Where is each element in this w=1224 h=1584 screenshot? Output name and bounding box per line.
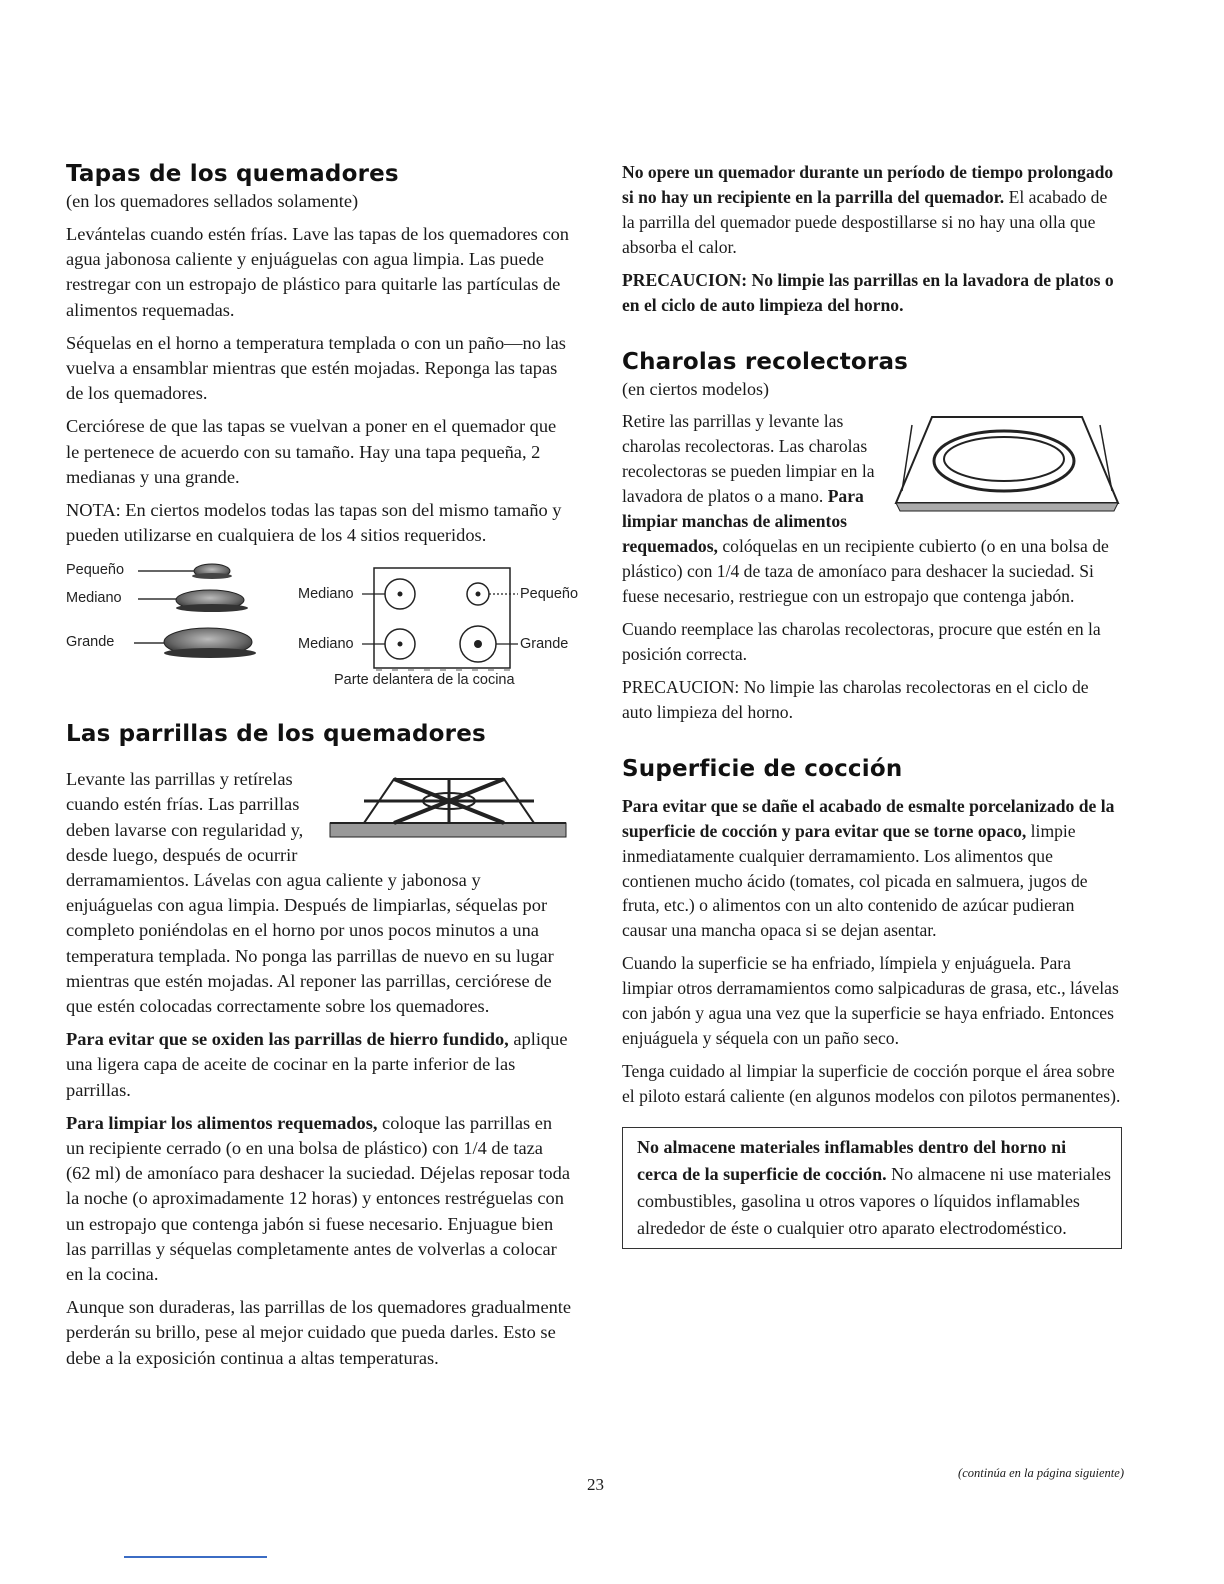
figure-caption: Parte delantera de la cocina [334, 672, 515, 689]
paragraph-text: colóquelas en un recipiente cubierto (o en una bolsa de plástico) con 1/4 de taza de amoníaco para deshacer la suciedad. Si fuese necesario, restriegue con un estropajo que contenga jabón. [622, 536, 1109, 606]
continued-note: (continúa en la página siguiente) [958, 1466, 1124, 1480]
paragraph: Cuando la superficie se ha enfriado, límpiela y enjuáguela. Para limpiar otros derramamientos como salpicaduras de grasa, etc., lávelas con jabón y agua una vez que la superficie se haya enfriado. Entonces enjuáguela y séquela con un paño seco. [622, 953, 1119, 1049]
warning-bold: No almacene materiales inflamables dentro del horno ni cerca de la superficie de cocción. [637, 1137, 1067, 1185]
warning-text [637, 1134, 1111, 1242]
paragraph: Levante las parrillas y retírelas cuando estén frías. Las parrillas deben lavarse con regularidad y, desde luego, después de ocurrir derramamientos. Lávelas con agua caliente y jabonosa y enjuáguelas con agua limpia. Después de limpiarlas, séquelas por completo poniéndolas en el horno por unos pocos minutos a una temperatura templada. No ponga las parrillas de nuevo en su lugar mientras que estén mojadas. Al reponer las parrillas, cerciórese de que estén colocadas correctamente sobre los quemadores. [66, 769, 554, 1016]
parrillas-body [66, 767, 572, 1371]
paragraph [66, 1027, 572, 1103]
left-column [66, 160, 579, 1379]
caution-paragraph: PRECAUCION: No limpie las charolas recolectoras en el ciclo de auto limpieza del horno. [622, 676, 1089, 722]
paragraph-text: aplique una ligera capa de aceite de cocinar en la parte inferior de las parrillas. [66, 1029, 568, 1100]
paragraph-text: coloque las parrillas en un recipiente cerrado (o en una bolsa de plástico) con 1/4 de taza (62 ml) de amoníaco para deshacer la suciedad. Déjelas reposar toda la noche (o aproximadamente 12 horas) y entonces restréguelas con un estropajo que contenga jabón si fuese necesario. Enjuague bien las parrillas y séquelas completamente antes de volverlas a colocar en la cocina. [66, 1112, 570, 1284]
drip-pan-illustration [892, 411, 1122, 519]
paragraph: Aunque son duraderas, las parrillas de los quemadores gradualmente perderán su brillo, pese al mejor cuidado que pueda darles. Esto se debe a la exposición continua a altas temperaturas. [66, 1297, 572, 1368]
paragraph: Cuando reemplace las charolas recolectoras, procure que estén en la posición correcta. [622, 618, 1101, 664]
paragraph [66, 1111, 572, 1287]
paragraph: Cerciórese de que las tapas se vuelvan a poner en el quemador que le pertenece de acuerdo con su tamaño. Hay una tapa pequeña, 2 medianas y una grande. [66, 416, 557, 487]
paragraph-text: Retire las parrillas y levante las charolas recolectoras. Las charolas recolectoras se pueden limpiar en la lavadora de platos o a mano. [622, 411, 875, 507]
caution-text: PRECAUCION: No limpie las parrillas en la lavadora de platos o en el ciclo de auto limpieza del horno. [622, 269, 1114, 315]
note-paragraph: NOTA: En ciertos modelos todas las tapas son del mismo tamaño y pueden utilizarse en cualquiera de los 4 sitios requeridos. [66, 499, 562, 546]
paragraph: Levántelas cuando estén frías. Lave las tapas de los quemadores con agua jabonosa caliente y enjuáguelas con agua limpia. Las puede restregar con un estropajo de plástico para quitarle las partículas de alimentos requemadas. [66, 223, 569, 320]
bold-lead: Para evitar que se dañe el acabado de esmalte porcelanizado de la superficie de cocción y para evitar que se torne opaco, [622, 795, 1115, 841]
paragraph-text: El acabado de la parrilla del quemador puede despostillarse si no hay una olla que absorba el calor. [622, 186, 1108, 257]
bold-lead: Para limpiar manchas de alimentos requemados, [622, 486, 864, 557]
cap-small-label: Pequeño [66, 562, 125, 579]
intro-paragraph [622, 160, 1122, 260]
warning-box [622, 1127, 1122, 1249]
layout-medium-left-bottom-label: Mediano [298, 636, 354, 653]
bold-lead: Para limpiar los alimentos requemados, [66, 1112, 378, 1133]
paragraph-text: limpie inmediatamente cualquier derramamiento. Los alimentos que contienen mucho ácido (tomates, col picada en salmuera, jugos de fruta, etc.) o alimentos con un alto contenido de azúcar pudieran causar una mancha opaca si se dejan asentar. [622, 820, 1088, 941]
paragraph [622, 794, 1122, 944]
section-heading-tapas: Tapas de los quemadores [66, 161, 399, 187]
subheading-charolas: (en ciertos modelos) [622, 378, 769, 399]
section-heading-parrillas: Las parrillas de los quemadores [66, 721, 486, 748]
bold-lead: No opere un quemador durante un período de tiempo prolongado si no hay un recipiente en la parrilla del quemador. [622, 162, 1114, 207]
page-number: 23 [587, 1475, 604, 1494]
caution-paragraph [622, 268, 1122, 318]
right-column [622, 160, 1122, 1249]
cap-large-label: Grande [66, 634, 115, 651]
bold-lead: Para evitar que se oxiden las parrillas de hierro fundido, [66, 1029, 509, 1050]
bottom-rule [124, 1556, 267, 1558]
layout-small-label: Pequeño [520, 586, 579, 603]
subheading-tapas: (en los quemadores sellados solamente) [66, 190, 359, 211]
warning-rest: No almacene ni use materiales combustibles, gasolina u otros vapores o líquidos inflamables alrededor de éste o cualquier otro aparato electrodoméstico. [637, 1164, 1111, 1239]
layout-medium-left-top-label: Mediano [298, 586, 354, 603]
layout-large-label: Grande [520, 636, 569, 653]
cap-medium-label: Mediano [66, 590, 122, 607]
section-heading-superficie: Superficie de cocción [622, 755, 903, 782]
paragraph: Séquelas en el horno a temperatura templada o con un paño—no las vuelva a ensamblar mientras que estén mojadas. Reponga las tapas de los quemadores. [66, 332, 566, 404]
section-heading-charolas: Charolas recolectoras [622, 348, 909, 375]
burner-grate-illustration [324, 767, 572, 855]
paragraph: Tenga cuidado al limpiar la superficie de cocción porque el área sobre el piloto estará caliente (en algunos modelos con pilotos permanentes). [622, 1061, 1121, 1107]
burner-caps-figure [66, 562, 579, 692]
